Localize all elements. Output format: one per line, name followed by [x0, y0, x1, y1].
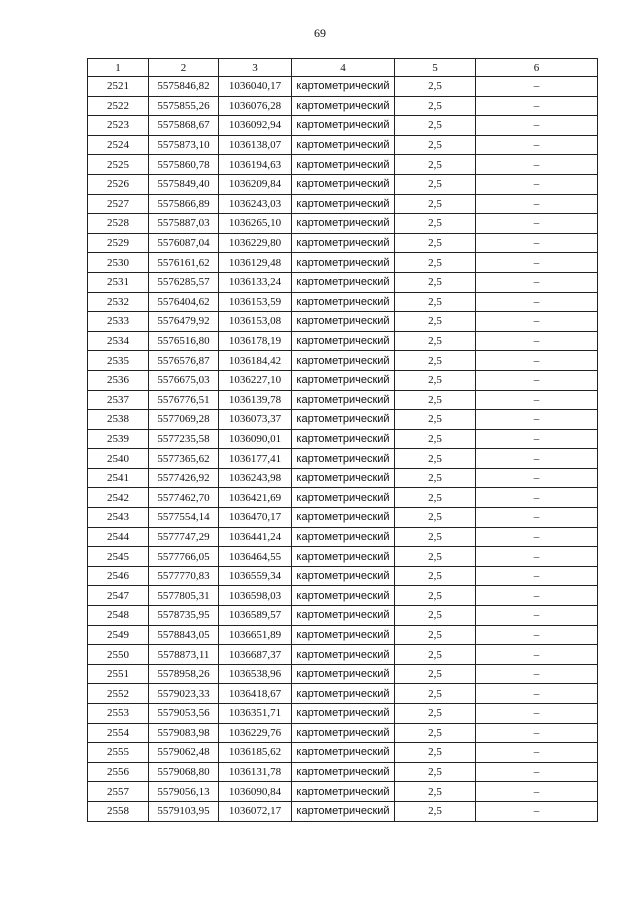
y-coordinate-cell: 1036559,34 [219, 566, 292, 586]
y-coordinate-cell: 1036243,98 [219, 468, 292, 488]
x-coordinate-cell: 5575873,10 [149, 135, 219, 155]
description-cell: – [476, 723, 598, 743]
accuracy-cell: 2,5 [395, 292, 476, 312]
accuracy-cell: 2,5 [395, 390, 476, 410]
accuracy-cell: 2,5 [395, 194, 476, 214]
description-cell: – [476, 370, 598, 390]
point-number-cell: 2556 [88, 762, 149, 782]
description-cell: – [476, 174, 598, 194]
table-row [88, 664, 598, 684]
method-cell: картометрический [292, 292, 395, 312]
y-coordinate-cell: 1036178,19 [219, 331, 292, 351]
x-coordinate-cell: 5575849,40 [149, 174, 219, 194]
x-coordinate-cell: 5577426,92 [149, 468, 219, 488]
table-row [88, 586, 598, 606]
description-cell: – [476, 135, 598, 155]
accuracy-cell: 2,5 [395, 233, 476, 253]
table-row [88, 233, 598, 253]
method-cell: картометрический [292, 606, 395, 626]
point-number-cell: 2551 [88, 664, 149, 684]
description-cell: – [476, 292, 598, 312]
header-col-5: 5 [395, 59, 476, 77]
y-coordinate-cell: 1036072,17 [219, 801, 292, 821]
description-cell: – [476, 194, 598, 214]
description-cell: – [476, 508, 598, 528]
table-row [88, 214, 598, 234]
y-coordinate-cell: 1036538,96 [219, 664, 292, 684]
description-cell: – [476, 606, 598, 626]
x-coordinate-cell: 5577462,70 [149, 488, 219, 508]
point-number-cell: 2523 [88, 116, 149, 136]
description-cell: – [476, 664, 598, 684]
table-row [88, 410, 598, 430]
point-number-cell: 2536 [88, 370, 149, 390]
y-coordinate-cell: 1036441,24 [219, 527, 292, 547]
table-row [88, 527, 598, 547]
table-row [88, 625, 598, 645]
x-coordinate-cell: 5575887,03 [149, 214, 219, 234]
point-number-cell: 2525 [88, 155, 149, 175]
point-number-cell: 2545 [88, 547, 149, 567]
y-coordinate-cell: 1036351,71 [219, 704, 292, 724]
accuracy-cell: 2,5 [395, 762, 476, 782]
method-cell: картометрический [292, 351, 395, 371]
table-row [88, 96, 598, 116]
table-row [88, 390, 598, 410]
table-row [88, 684, 598, 704]
table-row [88, 174, 598, 194]
description-cell: – [476, 390, 598, 410]
x-coordinate-cell: 5575868,67 [149, 116, 219, 136]
table-row [88, 704, 598, 724]
description-cell: – [476, 586, 598, 606]
description-cell: – [476, 214, 598, 234]
table-row [88, 547, 598, 567]
x-coordinate-cell: 5576087,04 [149, 233, 219, 253]
method-cell: картометрический [292, 331, 395, 351]
method-cell: картометрический [292, 645, 395, 665]
method-cell: картометрический [292, 194, 395, 214]
y-coordinate-cell: 1036153,08 [219, 312, 292, 332]
method-cell: картометрический [292, 370, 395, 390]
y-coordinate-cell: 1036133,24 [219, 272, 292, 292]
y-coordinate-cell: 1036090,01 [219, 429, 292, 449]
table-row [88, 488, 598, 508]
x-coordinate-cell: 5576675,03 [149, 370, 219, 390]
method-cell: картометрический [292, 566, 395, 586]
method-cell: картометрический [292, 135, 395, 155]
method-cell: картометрический [292, 801, 395, 821]
accuracy-cell: 2,5 [395, 704, 476, 724]
point-number-cell: 2541 [88, 468, 149, 488]
method-cell: картометрический [292, 586, 395, 606]
table-row [88, 370, 598, 390]
point-number-cell: 2539 [88, 429, 149, 449]
x-coordinate-cell: 5578958,26 [149, 664, 219, 684]
point-number-cell: 2547 [88, 586, 149, 606]
point-number-cell: 2524 [88, 135, 149, 155]
y-coordinate-cell: 1036229,80 [219, 233, 292, 253]
method-cell: картометрический [292, 155, 395, 175]
table-row [88, 351, 598, 371]
page-number: 69 [314, 26, 326, 40]
accuracy-cell: 2,5 [395, 351, 476, 371]
header-col-6: 6 [476, 59, 598, 77]
y-coordinate-cell: 1036092,94 [219, 116, 292, 136]
x-coordinate-cell: 5576516,80 [149, 331, 219, 351]
x-coordinate-cell: 5576776,51 [149, 390, 219, 410]
point-number-cell: 2543 [88, 508, 149, 528]
accuracy-cell: 2,5 [395, 586, 476, 606]
table-row [88, 292, 598, 312]
method-cell: картометрический [292, 253, 395, 273]
x-coordinate-cell: 5578873,11 [149, 645, 219, 665]
table-row [88, 762, 598, 782]
accuracy-cell: 2,5 [395, 449, 476, 469]
table-row [88, 77, 598, 97]
point-number-cell: 2557 [88, 782, 149, 802]
accuracy-cell: 2,5 [395, 370, 476, 390]
point-number-cell: 2531 [88, 272, 149, 292]
x-coordinate-cell: 5579103,95 [149, 801, 219, 821]
method-cell: картометрический [292, 429, 395, 449]
x-coordinate-cell: 5579053,56 [149, 704, 219, 724]
method-cell: картометрический [292, 684, 395, 704]
point-number-cell: 2558 [88, 801, 149, 821]
method-cell: картометрический [292, 233, 395, 253]
description-cell: – [476, 488, 598, 508]
accuracy-cell: 2,5 [395, 684, 476, 704]
method-cell: картометрический [292, 96, 395, 116]
accuracy-cell: 2,5 [395, 410, 476, 430]
y-coordinate-cell: 1036651,89 [219, 625, 292, 645]
point-number-cell: 2555 [88, 743, 149, 763]
method-cell: картометрический [292, 214, 395, 234]
description-cell: – [476, 625, 598, 645]
table-row [88, 723, 598, 743]
y-coordinate-cell: 1036139,78 [219, 390, 292, 410]
point-number-cell: 2552 [88, 684, 149, 704]
table-row [88, 429, 598, 449]
accuracy-cell: 2,5 [395, 312, 476, 332]
description-cell: – [476, 547, 598, 567]
x-coordinate-cell: 5579083,98 [149, 723, 219, 743]
x-coordinate-cell: 5576404,62 [149, 292, 219, 312]
accuracy-cell: 2,5 [395, 253, 476, 273]
point-number-cell: 2521 [88, 77, 149, 97]
method-cell: картометрический [292, 77, 395, 97]
table-row [88, 272, 598, 292]
point-number-cell: 2538 [88, 410, 149, 430]
accuracy-cell: 2,5 [395, 566, 476, 586]
table-row [88, 449, 598, 469]
accuracy-cell: 2,5 [395, 723, 476, 743]
description-cell: – [476, 782, 598, 802]
point-number-cell: 2548 [88, 606, 149, 626]
description-cell: – [476, 645, 598, 665]
description-cell: – [476, 801, 598, 821]
description-cell: – [476, 566, 598, 586]
description-cell: – [476, 77, 598, 97]
accuracy-cell: 2,5 [395, 547, 476, 567]
y-coordinate-cell: 1036229,76 [219, 723, 292, 743]
method-cell: картометрический [292, 410, 395, 430]
description-cell: – [476, 429, 598, 449]
description-cell: – [476, 704, 598, 724]
y-coordinate-cell: 1036464,55 [219, 547, 292, 567]
y-coordinate-cell: 1036138,07 [219, 135, 292, 155]
method-cell: картометрический [292, 312, 395, 332]
method-cell: картометрический [292, 116, 395, 136]
point-number-cell: 2546 [88, 566, 149, 586]
x-coordinate-cell: 5579062,48 [149, 743, 219, 763]
method-cell: картометрический [292, 664, 395, 684]
point-number-cell: 2533 [88, 312, 149, 332]
x-coordinate-cell: 5577554,14 [149, 508, 219, 528]
point-number-cell: 2532 [88, 292, 149, 312]
method-cell: картометрический [292, 547, 395, 567]
x-coordinate-cell: 5575855,26 [149, 96, 219, 116]
description-cell: – [476, 527, 598, 547]
point-number-cell: 2542 [88, 488, 149, 508]
accuracy-cell: 2,5 [395, 508, 476, 528]
point-number-cell: 2526 [88, 174, 149, 194]
accuracy-cell: 2,5 [395, 468, 476, 488]
accuracy-cell: 2,5 [395, 645, 476, 665]
accuracy-cell: 2,5 [395, 743, 476, 763]
accuracy-cell: 2,5 [395, 331, 476, 351]
table-row [88, 155, 598, 175]
description-cell: – [476, 743, 598, 763]
description-cell: – [476, 96, 598, 116]
method-cell: картометрический [292, 723, 395, 743]
y-coordinate-cell: 1036598,03 [219, 586, 292, 606]
point-number-cell: 2530 [88, 253, 149, 273]
method-cell: картометрический [292, 782, 395, 802]
x-coordinate-cell: 5576285,57 [149, 272, 219, 292]
point-number-cell: 2540 [88, 449, 149, 469]
accuracy-cell: 2,5 [395, 782, 476, 802]
accuracy-cell: 2,5 [395, 625, 476, 645]
table-row [88, 116, 598, 136]
accuracy-cell: 2,5 [395, 606, 476, 626]
description-cell: – [476, 331, 598, 351]
table-row [88, 743, 598, 763]
point-number-cell: 2529 [88, 233, 149, 253]
y-coordinate-cell: 1036076,28 [219, 96, 292, 116]
description-cell: – [476, 253, 598, 273]
header-col-1: 1 [88, 59, 149, 77]
y-coordinate-cell: 1036209,84 [219, 174, 292, 194]
method-cell: картометрический [292, 449, 395, 469]
table-row [88, 645, 598, 665]
table-row [88, 782, 598, 802]
description-cell: – [476, 312, 598, 332]
coordinates-table [87, 58, 598, 822]
x-coordinate-cell: 5579023,33 [149, 684, 219, 704]
header-col-3: 3 [219, 59, 292, 77]
description-cell: – [476, 410, 598, 430]
description-cell: – [476, 351, 598, 371]
table-row [88, 566, 598, 586]
x-coordinate-cell: 5577770,83 [149, 566, 219, 586]
table-row [88, 253, 598, 273]
method-cell: картометрический [292, 704, 395, 724]
point-number-cell: 2550 [88, 645, 149, 665]
x-coordinate-cell: 5575860,78 [149, 155, 219, 175]
x-coordinate-cell: 5576576,87 [149, 351, 219, 371]
x-coordinate-cell: 5578735,95 [149, 606, 219, 626]
header-col-2: 2 [149, 59, 219, 77]
x-coordinate-cell: 5577766,05 [149, 547, 219, 567]
method-cell: картометрический [292, 625, 395, 645]
accuracy-cell: 2,5 [395, 272, 476, 292]
x-coordinate-cell: 5577805,31 [149, 586, 219, 606]
point-number-cell: 2544 [88, 527, 149, 547]
method-cell: картометрический [292, 762, 395, 782]
accuracy-cell: 2,5 [395, 174, 476, 194]
accuracy-cell: 2,5 [395, 155, 476, 175]
accuracy-cell: 2,5 [395, 527, 476, 547]
description-cell: – [476, 449, 598, 469]
x-coordinate-cell: 5576479,92 [149, 312, 219, 332]
y-coordinate-cell: 1036265,10 [219, 214, 292, 234]
x-coordinate-cell: 5579056,13 [149, 782, 219, 802]
y-coordinate-cell: 1036131,78 [219, 762, 292, 782]
method-cell: картометрический [292, 174, 395, 194]
description-cell: – [476, 155, 598, 175]
y-coordinate-cell: 1036073,37 [219, 410, 292, 430]
y-coordinate-cell: 1036194,63 [219, 155, 292, 175]
description-cell: – [476, 116, 598, 136]
method-cell: картометрический [292, 468, 395, 488]
accuracy-cell: 2,5 [395, 801, 476, 821]
point-number-cell: 2528 [88, 214, 149, 234]
y-coordinate-cell: 1036040,17 [219, 77, 292, 97]
point-number-cell: 2549 [88, 625, 149, 645]
point-number-cell: 2553 [88, 704, 149, 724]
x-coordinate-cell: 5575846,82 [149, 77, 219, 97]
accuracy-cell: 2,5 [395, 96, 476, 116]
table-header-row [88, 59, 598, 77]
y-coordinate-cell: 1036418,67 [219, 684, 292, 704]
description-cell: – [476, 762, 598, 782]
y-coordinate-cell: 1036184,42 [219, 351, 292, 371]
y-coordinate-cell: 1036421,69 [219, 488, 292, 508]
x-coordinate-cell: 5577069,28 [149, 410, 219, 430]
accuracy-cell: 2,5 [395, 116, 476, 136]
method-cell: картометрический [292, 508, 395, 528]
x-coordinate-cell: 5577365,62 [149, 449, 219, 469]
accuracy-cell: 2,5 [395, 77, 476, 97]
description-cell: – [476, 233, 598, 253]
description-cell: – [476, 684, 598, 704]
y-coordinate-cell: 1036177,41 [219, 449, 292, 469]
x-coordinate-cell: 5575866,89 [149, 194, 219, 214]
table-row [88, 194, 598, 214]
accuracy-cell: 2,5 [395, 135, 476, 155]
y-coordinate-cell: 1036090,84 [219, 782, 292, 802]
y-coordinate-cell: 1036227,10 [219, 370, 292, 390]
y-coordinate-cell: 1036243,03 [219, 194, 292, 214]
accuracy-cell: 2,5 [395, 214, 476, 234]
x-coordinate-cell: 5578843,05 [149, 625, 219, 645]
table-row [88, 468, 598, 488]
method-cell: картометрический [292, 527, 395, 547]
accuracy-cell: 2,5 [395, 429, 476, 449]
table-row [88, 606, 598, 626]
method-cell: картометрический [292, 743, 395, 763]
x-coordinate-cell: 5577235,58 [149, 429, 219, 449]
method-cell: картометрический [292, 488, 395, 508]
table-row [88, 508, 598, 528]
table-body [88, 77, 598, 822]
y-coordinate-cell: 1036589,57 [219, 606, 292, 626]
y-coordinate-cell: 1036470,17 [219, 508, 292, 528]
header-col-4: 4 [292, 59, 395, 77]
accuracy-cell: 2,5 [395, 488, 476, 508]
x-coordinate-cell: 5579068,80 [149, 762, 219, 782]
table-row [88, 135, 598, 155]
x-coordinate-cell: 5577747,29 [149, 527, 219, 547]
accuracy-cell: 2,5 [395, 664, 476, 684]
y-coordinate-cell: 1036185,62 [219, 743, 292, 763]
point-number-cell: 2537 [88, 390, 149, 410]
point-number-cell: 2534 [88, 331, 149, 351]
method-cell: картометрический [292, 390, 395, 410]
table-row [88, 801, 598, 821]
point-number-cell: 2554 [88, 723, 149, 743]
point-number-cell: 2522 [88, 96, 149, 116]
description-cell: – [476, 468, 598, 488]
y-coordinate-cell: 1036129,48 [219, 253, 292, 273]
y-coordinate-cell: 1036687,37 [219, 645, 292, 665]
point-number-cell: 2527 [88, 194, 149, 214]
table-row [88, 331, 598, 351]
x-coordinate-cell: 5576161,62 [149, 253, 219, 273]
description-cell: – [476, 272, 598, 292]
point-number-cell: 2535 [88, 351, 149, 371]
y-coordinate-cell: 1036153,59 [219, 292, 292, 312]
table-row [88, 312, 598, 332]
method-cell: картометрический [292, 272, 395, 292]
